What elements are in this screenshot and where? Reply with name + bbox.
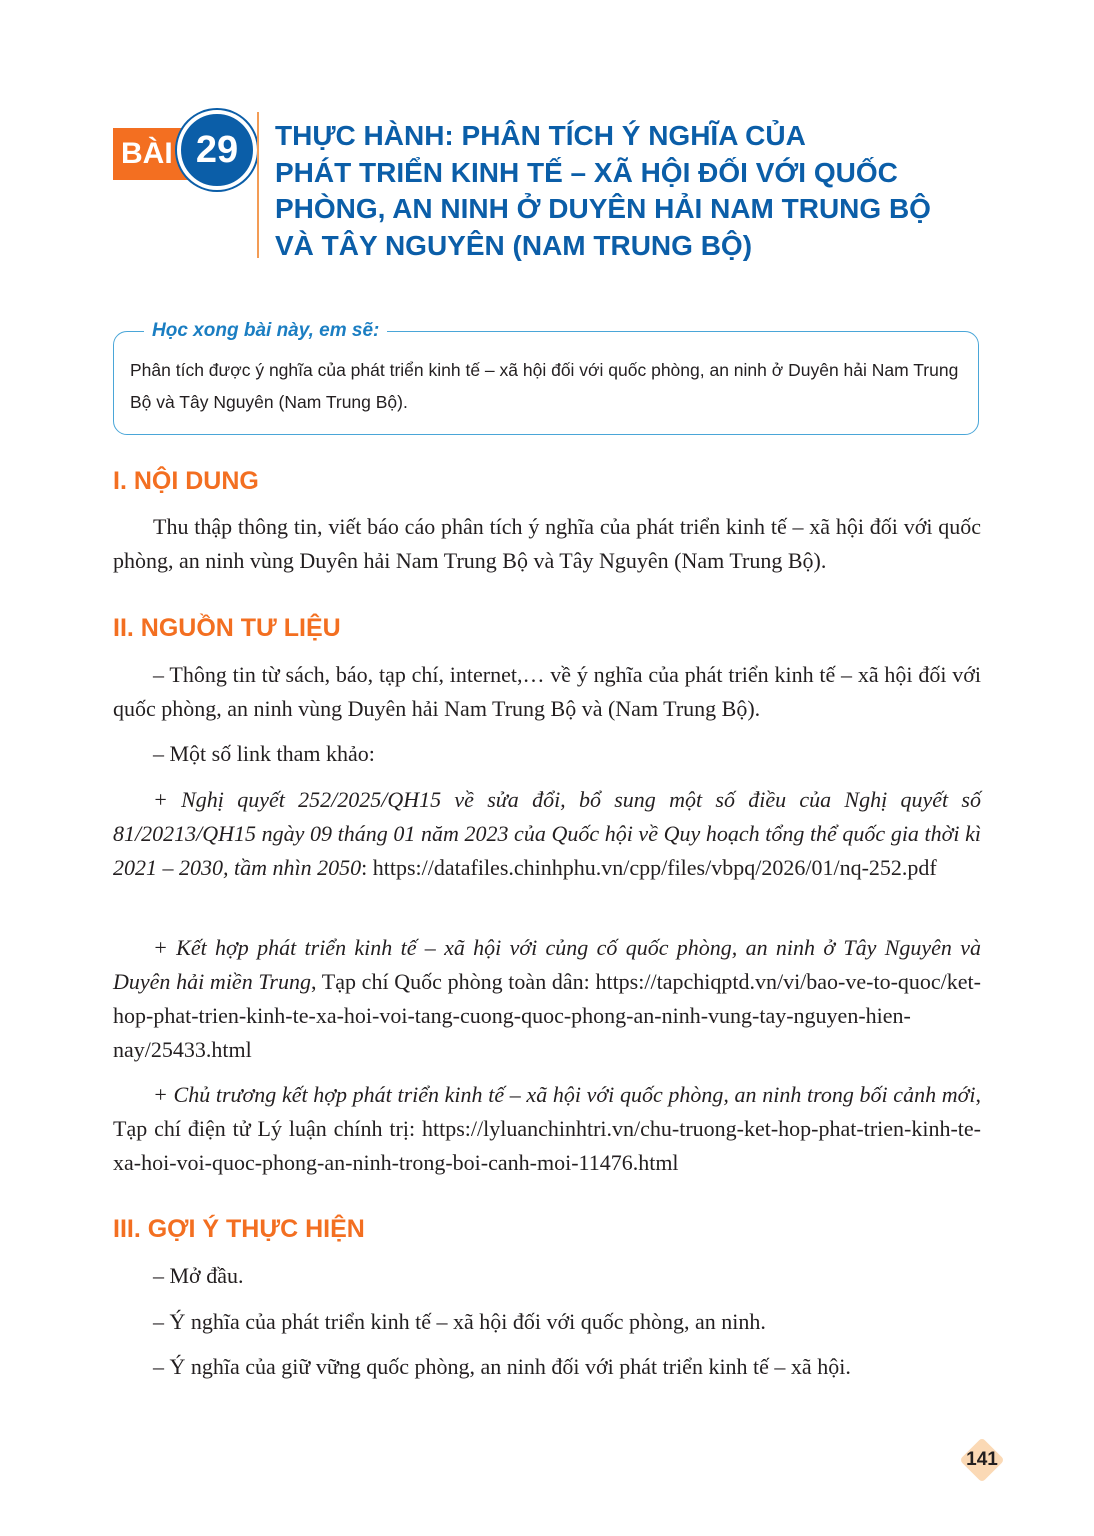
reference-title: + Kết hợp phát triển kinh tế – xã hội với củng cố quốc phòng, an ninh ở Tây Nguyên và Duyên hải miền Trung	[113, 935, 981, 994]
suggestion-item: – Ý nghĩa của giữ vững quốc phòng, an ninh đối với phát triển kinh tế – xã hội.	[153, 1354, 851, 1379]
lesson-header	[113, 110, 993, 270]
title-line: PHÒNG, AN NINH Ở DUYÊN HẢI NAM TRUNG BỘ	[275, 193, 931, 224]
title-line: PHÁT TRIỂN KINH TẾ – XÃ HỘI ĐỐI VỚI QUỐC	[275, 156, 898, 188]
page-number	[958, 1436, 1006, 1484]
reference-item	[113, 1078, 981, 1180]
objectives-box	[113, 320, 979, 435]
objectives-label: Học xong bài này, em sẽ:	[144, 318, 387, 344]
reference-title: + Chủ trương kết hợp phát triển kinh tế – xã hội với quốc phòng, an ninh trong bối cảnh mới	[153, 1082, 976, 1107]
section-heading-content: I. NỘI DUNG	[113, 467, 259, 495]
title-line: VÀ TÂY NGUYÊN (NAM TRUNG BỘ)	[275, 229, 753, 261]
section-heading-sources: II. NGUỒN TƯ LIỆU	[113, 614, 341, 642]
reference-title: + Nghị quyết 252/2025/QH15 về sửa đổi, bổ sung một số điều của Nghị quyết số 81/20213/QH15 ngày 09 tháng 01 năm 2023 của Quốc hội về Quy hoạch tổng thể quốc gia thời kì 2021 – 2030, tầm nhìn 2050	[113, 787, 981, 880]
lesson-number-badge: 29	[177, 110, 257, 190]
reference-item	[113, 931, 981, 1067]
content-paragraph: Thu thập thông tin, viết báo cáo phân tích ý nghĩa của phát triển kinh tế – xã hội đối với quốc phòng, an ninh vùng Duyên hải Nam Trung Bộ và Tây Nguyên (Nam Trung Bộ).	[113, 514, 981, 573]
suggestion-item: – Ý nghĩa của phát triển kinh tế – xã hội đối với quốc phòng, an ninh.	[153, 1309, 766, 1334]
suggestion-item: – Mở đầu.	[153, 1263, 244, 1288]
reference-links-intro: – Một số link tham khảo:	[153, 741, 375, 766]
reference-link[interactable]: , Tạp chí Quốc phòng toàn dân: https://tapchiqptd.vn/vi/bao-ve-to-quoc/ket-hop-phat-trien-kinh-te-xa-hoi-voi-tang-cuong-quoc-phong-an-ninh-vung-tay-nguyen-hien-nay/25433.html	[113, 969, 981, 1062]
objectives-text: Phân tích được ý nghĩa của phát triển kinh tế – xã hội đối với quốc phòng, an ninh ở Duyên hải Nam Trung Bộ và Tây Nguyên (Nam Trung Bộ).	[130, 360, 959, 412]
section-heading-suggestions: III. GỢI Ý THỰC HIỆN	[113, 1215, 365, 1243]
lesson-label: BÀI	[113, 128, 223, 180]
lesson-title	[275, 118, 975, 264]
header-divider	[257, 112, 259, 258]
reference-link[interactable]: : https://datafiles.chinhphu.vn/cpp/files/vbpq/2026/01/nq-252.pdf	[361, 855, 937, 880]
sources-paragraph: – Thông tin từ sách, báo, tạp chí, internet,… về ý nghĩa của phát triển kinh tế – xã hội đối với quốc phòng, an ninh vùng Duyên hải Nam Trung Bộ và (Nam Trung Bộ).	[113, 662, 981, 721]
reference-item	[113, 783, 981, 885]
page-number-text: 141	[966, 1449, 998, 1470]
reference-link[interactable]: , Tạp chí điện tử Lý luận chính trị: https://lyluanchinhtri.vn/chu-truong-ket-hop-phat-trien-kinh-te-xa-hoi-voi-quoc-phong-an-ninh-trong-boi-canh-moi-11476.html	[113, 1082, 981, 1175]
title-line: THỰC HÀNH: PHÂN TÍCH Ý NGHĨA CỦA	[275, 120, 806, 151]
